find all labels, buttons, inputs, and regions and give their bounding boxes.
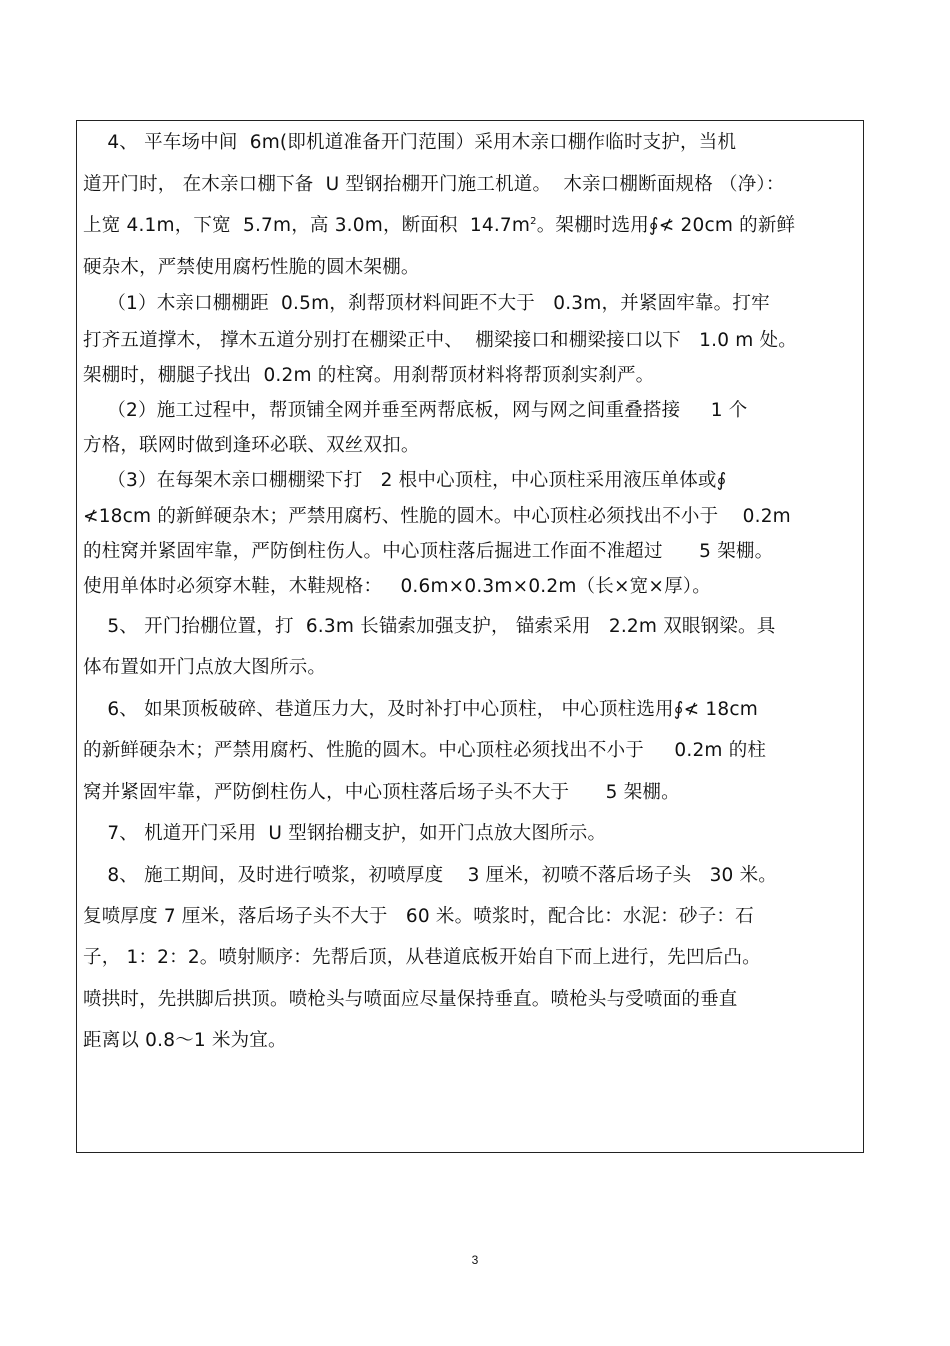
text-line-2: 道开门时， 在木亲口棚下备 U 型钢抬棚开门施工机道。 木亲口棚断面规格 （净）： (83, 174, 785, 195)
text-line-21: 复喷厚度 7 厘米，落后场子头不大于 60 米。喷浆时，配合比：水泥：砂子：石 (83, 906, 754, 927)
text-line-15: 体布置如开门点放大图所示。 (83, 657, 327, 678)
superscript-2: 2 (530, 215, 537, 227)
text-line-12: 的柱窝并紧固牢靠，严防倒柱伤人。中心顶柱落后掘进工作面不准超过 5 架棚。 (83, 541, 774, 562)
text-line-14: 5、 开门抬棚位置，打 6.3m 长锚索加强支护， 锚索采用 2.2m 双眼钢梁。具 (83, 616, 776, 637)
text-line-22: 子， 1：2：2。喷射顺序：先帮后顶，从巷道底板开始自下而上进行，先凹后凸。 (83, 947, 761, 968)
text-line-1: 4、 平车场中间 6m(即机道准备开门范围）采用木亲口棚作临时支护，当机 (83, 132, 737, 153)
text-line-17: 的新鲜硬杂木；严禁用腐朽、性脆的圆木。中心顶柱必须找出不小于 0.2m 的柱 (83, 740, 767, 761)
text-line-24: 距离以 0.8～1 米为宜。 (83, 1030, 287, 1051)
page-number: 3 (471, 1253, 479, 1267)
text-line-20: 8、 施工期间，及时进行喷浆，初喷厚度 3 厘米，初喷不落后场子头 30 米。 (83, 865, 778, 886)
text-line-16: 6、 如果顶板破碎、巷道压力大，及时补打中心顶柱， 中心顶柱选用∮≮ 18cm (83, 699, 758, 720)
text-line-6: 打齐五道撑木， 撑木五道分别打在棚梁正中、 棚梁接口和棚梁接口以下 1.0 m 处。 (83, 330, 797, 351)
text-line-23: 喷拱时，先拱脚后拱顶。喷枪头与喷面应尽量保持垂直。喷枪头与受喷面的垂直 (83, 989, 738, 1010)
text-line-18: 窝并紧固牢靠，严防倒柱伤人，中心顶柱落后场子头不大于 5 架棚。 (83, 782, 680, 803)
text-line-9: 方格，联网时做到逢环必联、双丝双扣。 (83, 435, 420, 456)
text-line-5: （1）木亲口棚棚距 0.5m，刹帮顶材料间距不大于 0.3m，并紧固牢靠。打牢 (83, 293, 770, 314)
text-line-3-main: 上宽 4.1m，下宽 5.7m，高 3.0m，断面积 14.7m (83, 215, 531, 236)
text-line-7: 架棚时，棚腿子找出 0.2m 的柱窝。用刹帮顶材料将帮顶刹实刹严。 (83, 365, 655, 386)
text-line-4: 硬杂木，严禁使用腐朽性脆的圆木架棚。 (83, 257, 420, 278)
text-line-11: ≮18cm 的新鲜硬杂木；严禁用腐朽、性脆的圆木。中心顶柱必须找出不小于 0.2m (83, 506, 791, 527)
text-line-8: （2）施工过程中，帮顶铺全网并垂至两帮底板，网与网之间重叠搭接 1 个 (83, 400, 748, 421)
text-line-19: 7、 机道开门采用 U 型钢抬棚支护，如开门点放大图所示。 (83, 823, 607, 844)
text-line-3 (83, 214, 795, 238)
text-line-10: （3）在每架木亲口棚棚梁下打 2 根中心顶柱，中心顶柱采用液压单体或∮ (83, 470, 727, 491)
text-line-13: 使用单体时必须穿木鞋，木鞋规格： 0.6m×0.3m×0.2m（长×宽×厚）。 (83, 576, 711, 597)
text-line-3-suffix: 。架棚时选用∮≮ 20cm 的新鲜 (536, 215, 796, 236)
